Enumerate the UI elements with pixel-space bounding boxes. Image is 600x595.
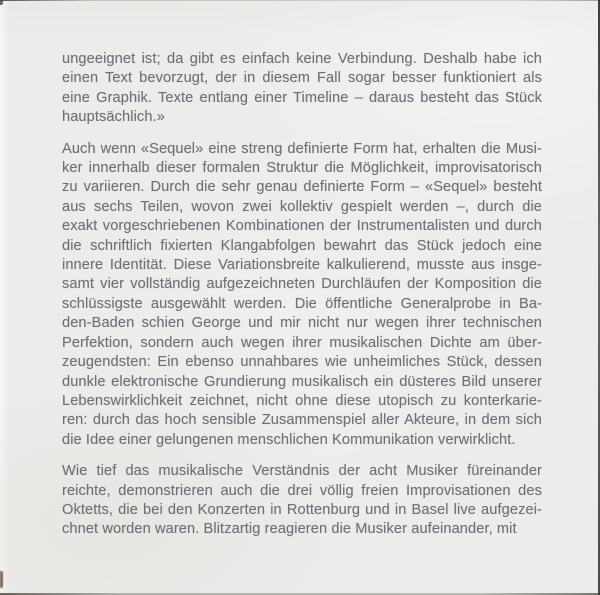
text-line: samt vier vollständig aufgezeichneten Durchläufen der Komposition die [62, 276, 542, 293]
text-line: Auch wenn «Sequel» eine streng definierte Form hat, erhalten die Musi- [62, 140, 542, 157]
text-line: ker innerhalb dieser formalen Struktur die Möglichkeit, improvisatorisch [62, 160, 542, 177]
text-line: ungeeignet ist; da gibt es einfach keine Verbindung. Deshalb habe ich [62, 51, 542, 67]
paragraph [62, 140, 542, 451]
paragraph [62, 462, 542, 540]
text-line: chnet worden waren. Blitzartig reagieren die Musiker aufeinander, mit [62, 521, 517, 538]
text-line: reichte, demonstrieren auch die drei völlig freien Improvisationen des [62, 482, 542, 499]
scan-smudge-left [0, 571, 3, 588]
text-line: Lebenswirklichkeit zeichnet, nicht ohne diese utopisch zu konterkarie- [62, 392, 542, 409]
text-line: einen Text bevorzugt, der in diesem Fall sogar besser funktioniert als [62, 70, 542, 87]
scan-corner-mark [0, 0, 3, 5]
text-line: Oktetts, die bei den Konzerten in Rottenburg und in Basel live aufgezei- [62, 501, 542, 518]
text-line: Wie tief das musikalische Verständnis der acht Musiker füreinander [62, 463, 542, 480]
text-line: hauptsächlich.» [62, 109, 165, 126]
text-line: Perfektion, sondern auch wegen ihrer musikalischen Dichte am über- [62, 334, 542, 351]
text-line: eine Graphik. Texte entlang einer Timeline – daraus besteht das Stück [62, 89, 542, 106]
text-line: dunkle elektronische Grundierung musikalisch ein düsteres Bild unserer [62, 373, 542, 390]
text-line: zu variieren. Durch die sehr genau definierte Form – «Sequel» besteht [62, 179, 542, 196]
body-text [62, 50, 542, 552]
text-line: exakt vorgeschriebenen Kombinationen der Instrumentalisten und durch [62, 218, 542, 235]
text-line: ren: durch das hoch sensible Zusammenspiel aller Akteure, in dem sich [62, 412, 542, 429]
text-line: die Idee einer gelungenen menschlichen Kommunikation verwirklicht. [62, 431, 516, 448]
text-line: die schriftlich fixierten Klangabfolgen bewahrt das Stück jedoch eine [62, 237, 542, 254]
scan-edge-top [0, 0, 600, 1]
text-line: schlüssigste ausgewählt werden. Die öffentliche Generalprobe in Ba- [62, 295, 542, 312]
text-line: innere Identität. Diese Variationsbreite kalkulierend, musste aus insge- [62, 257, 542, 274]
text-line: zeugendsten: Ein ebenso unnahbares wie unheimliches Stück, dessen [62, 354, 542, 371]
text-line: den-Baden schien George und mir nicht nur wegen ihrer technischen [62, 315, 542, 332]
text-line: aus sechs Teilen, wovon zwei kollektiv gespielt werden –, durch die [62, 198, 542, 215]
paragraph [62, 50, 542, 128]
